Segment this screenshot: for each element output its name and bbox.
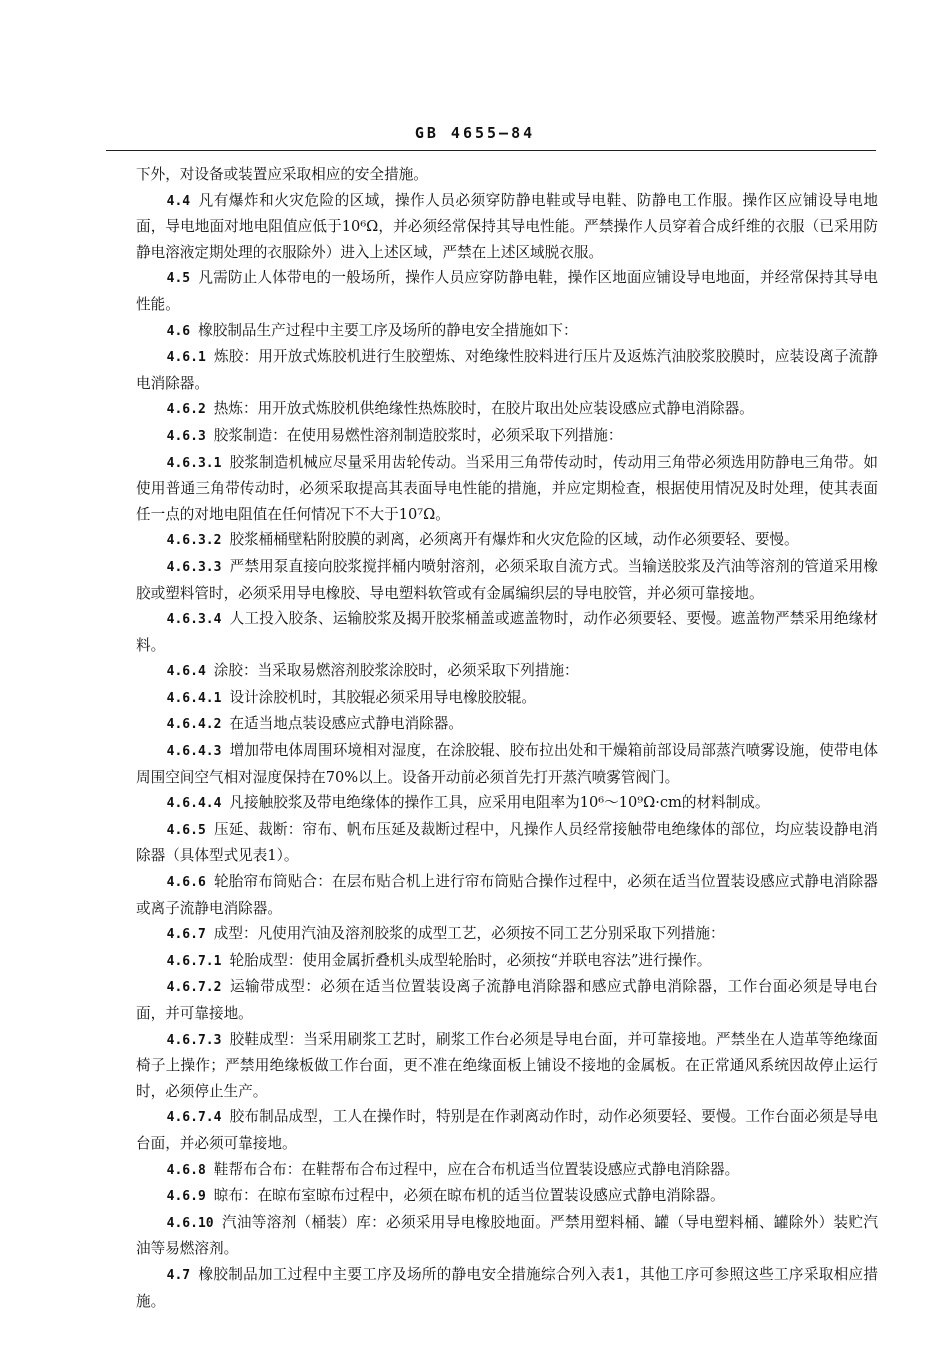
clause-text: 橡胶制品加工过程中主要工序及场所的静电安全措施综合列入表1，其他工序可参照这些工序采取相应措施。 <box>136 1265 878 1310</box>
clause-number: 4.6.4.4 <box>166 796 222 812</box>
clause-number: 4.6.4 <box>166 664 206 680</box>
clause-text: 晾布：在晾布室晾布过程中，必须在晾布机的适当位置装设感应式静电消除器。 <box>213 1187 725 1205</box>
clause-number: 4.6.2 <box>166 402 206 418</box>
clause-4-6-10 <box>136 1210 878 1262</box>
clause-number: 4.6.7.2 <box>166 980 222 996</box>
clause-4-6-4-2 <box>136 711 878 738</box>
clause-text: 胶浆制造机械应尽量采用齿轮传动。当采用三角带传动时，传动用三角带必须选用防静电三角带。如使用普通三角带传动时，必须采取提高其表面导电性能的措施，并应定期检查，根据使用情况及时处理，使其表面任一点的对地电阻值在任何情况下不大于10⁷Ω。 <box>136 453 878 523</box>
clause-text: 凡有爆炸和火灾危险的区域，操作人员必须穿防静电鞋或导电鞋、防静电工作服。操作区应铺设导电地面，导电地面对地电阻值应低于10⁶Ω，并必须经常保持其导电性能。严禁操作人员穿着合成纤维的衣服（已采用防静电溶液定期处理的衣服除外）进入上述区域，严禁在上述区域脱衣服。 <box>136 191 878 261</box>
clause-text: 涂胶：当采取易燃溶剂胶浆涂胶时，必须采取下列措施： <box>213 662 579 680</box>
clause-number: 4.6.8 <box>166 1162 206 1178</box>
clause-number: 4.6 <box>166 323 191 339</box>
clause-4-6-4-4 <box>136 790 878 817</box>
clause-text: 炼胶：用开放式炼胶机进行生胶塑炼、对绝缘性胶料进行压片及返炼汽油胶浆胶膜时，应装设离子流静电消除器。 <box>136 348 878 392</box>
clause-number: 4.6.5 <box>166 822 206 838</box>
clause-4-6-1 <box>136 344 878 396</box>
clause-number: 4.6.3 <box>166 428 206 444</box>
clause-number: 4.6.7 <box>166 927 206 943</box>
clause-4-6-4-1 <box>136 685 878 712</box>
clause-text: 严禁用泵直接向胶浆搅拌桶内喷射溶剂，必须采取自流方式。当输送胶浆及汽油等溶剂的管道采用橡胶或塑料管时，必须采用导电橡胶、导电塑料软管或有金属编织层的导电胶管，并必须可靠接地。 <box>136 557 878 602</box>
clause-text: 增加带电体周围环境相对湿度，在涂胶辊、胶布拉出处和干燥箱前部设局部蒸汽喷雾设施，使带电体周围空间空气相对湿度保持在70%以上。设备开动前必须首先打开蒸汽喷雾管阀门。 <box>136 742 878 786</box>
clause-text: 热炼：用开放式炼胶机供绝缘性热炼胶时，在胶片取出处应装设感应式静电消除器。 <box>213 400 754 418</box>
clause-4-6-8 <box>136 1157 878 1184</box>
clause-number: 4.7 <box>166 1267 191 1283</box>
clause-text: 汽油等溶剂（桶装）库：必须采用导电橡胶地面。严禁用塑料桶、罐（导电塑料桶、罐除外）装贮汽油等易燃溶剂。 <box>136 1213 878 1258</box>
clause-text: 成型：凡使用汽油及溶剂胶浆的成型工艺，必须按不同工艺分别采取下列措施： <box>213 925 725 943</box>
clause-4-6-4-3 <box>136 738 878 790</box>
clause-text: 轮胎帘布筒贴合：在层布贴合机上进行帘布筒贴合操作过程中，必须在适当位置装设感应式静电消除器或离子流静电消除器。 <box>136 873 878 917</box>
clause-text: 凡接触胶浆及带电绝缘体的操作工具，应采用电阻率为10⁶～10⁹Ω·cm的材料制成。 <box>229 794 770 812</box>
clause-number: 4.6.3.4 <box>166 612 222 628</box>
clause-4-4 <box>136 188 878 266</box>
document-body <box>136 162 878 1314</box>
clause-text: 胶浆制造：在使用易燃性溶剂制造胶浆时，必须采取下列措施： <box>213 426 623 444</box>
clause-number: 4.6.3.1 <box>166 455 222 471</box>
clause-text: 鞋帮布合布：在鞋帮布合布过程中，应在合布机适当位置装设感应式静电消除器。 <box>213 1160 740 1178</box>
clause-4-6-6 <box>136 869 878 921</box>
clause-text: 胶布制品成型，工人在操作时，特别是在作剥离动作时，动作必须要轻、要慢。工作台面必须是导电台面，并必须可靠接地。 <box>136 1108 878 1152</box>
clause-number: 4.4 <box>166 193 191 209</box>
clause-number: 4.6.7.1 <box>166 953 222 969</box>
clause-4-6-5 <box>136 817 878 869</box>
clause-text: 在适当地点装设感应式静电消除器。 <box>229 715 463 733</box>
clause-text: 凡需防止人体带电的一般场所，操作人员应穿防静电鞋，操作区地面应铺设导电地面，并经常保持其导电性能。 <box>136 269 878 313</box>
clause-text: 运输带成型：必须在适当位置装设离子流静电消除器和感应式静电消除器，工作台面必须是导电台面，并可靠接地。 <box>136 978 878 1022</box>
clause-4-6-3 <box>136 423 878 450</box>
clause-4-6-3-4 <box>136 606 878 658</box>
clause-number: 4.6.9 <box>166 1189 206 1205</box>
header-rule <box>106 150 876 151</box>
clause-4-6 <box>136 318 878 345</box>
clause-4-6-7-2 <box>136 974 878 1026</box>
clause-text: 人工投入胶条、运输胶浆及揭开胶浆桶盖或遮盖物时，动作必须要轻、要慢。遮盖物严禁采用绝缘材料。 <box>136 610 878 654</box>
clause-number: 4.6.7.4 <box>166 1110 222 1126</box>
page-header: GB 4655—84 <box>414 124 536 142</box>
clause-number: 4.6.6 <box>166 875 206 891</box>
clause-4-6-7-1 <box>136 948 878 975</box>
clause-4-6-3-3 <box>136 554 878 606</box>
clause-number: 4.6.3.2 <box>166 533 222 549</box>
clause-number: 4.6.10 <box>166 1215 214 1231</box>
clause-4-6-7-3 <box>136 1027 878 1105</box>
clause-text: 橡胶制品生产过程中主要工序及场所的静电安全措施如下： <box>198 321 578 339</box>
clause-number: 4.6.4.1 <box>166 690 222 706</box>
clause-4-6-3-1 <box>136 450 878 528</box>
clause-4-6-7 <box>136 921 878 948</box>
paragraph-continuation <box>136 162 878 188</box>
clause-number: 4.5 <box>166 271 191 287</box>
clause-text: 压延、裁断：帘布、帆布压延及裁断过程中，凡操作人员经常接触带电绝缘体的部位，均应装设静电消除器（具体型式见表1）。 <box>136 820 878 865</box>
clause-4-6-3-2 <box>136 527 878 554</box>
clause-text: 轮胎成型：使用金属折叠机头成型轮胎时，必须按“并联电容法”进行操作。 <box>229 951 712 969</box>
clause-text: 设计涂胶机时，其胶辊必须采用导电橡胶胶辊。 <box>229 688 536 706</box>
clause-4-6-9 <box>136 1183 878 1210</box>
paragraph-text: 下外，对设备或装置应采取相应的安全措施。 <box>136 166 428 183</box>
clause-4-5 <box>136 265 878 317</box>
clause-4-6-7-4 <box>136 1104 878 1156</box>
clause-4-6-2 <box>136 396 878 423</box>
clause-4-6-4 <box>136 658 878 685</box>
clause-number: 4.6.1 <box>166 350 206 366</box>
clause-number: 4.6.7.3 <box>166 1032 222 1048</box>
clause-number: 4.6.4.3 <box>166 744 222 760</box>
clause-number: 4.6.4.2 <box>166 717 222 733</box>
clause-text: 胶鞋成型：当采用刷浆工艺时，刷浆工作台必须是导电台面，并可靠接地。严禁坐在人造革等绝缘面椅子上操作；严禁用绝缘板做工作台面，更不准在绝缘面板上铺设不接地的金属板。在正常通风系统因故停止运行时，必须停止生产。 <box>136 1030 878 1100</box>
clause-number: 4.6.3.3 <box>166 559 222 575</box>
clause-4-7 <box>136 1262 878 1314</box>
clause-text: 胶浆桶桶壁粘附胶膜的剥离，必须离开有爆炸和火灾危险的区域，动作必须要轻、要慢。 <box>229 531 799 549</box>
